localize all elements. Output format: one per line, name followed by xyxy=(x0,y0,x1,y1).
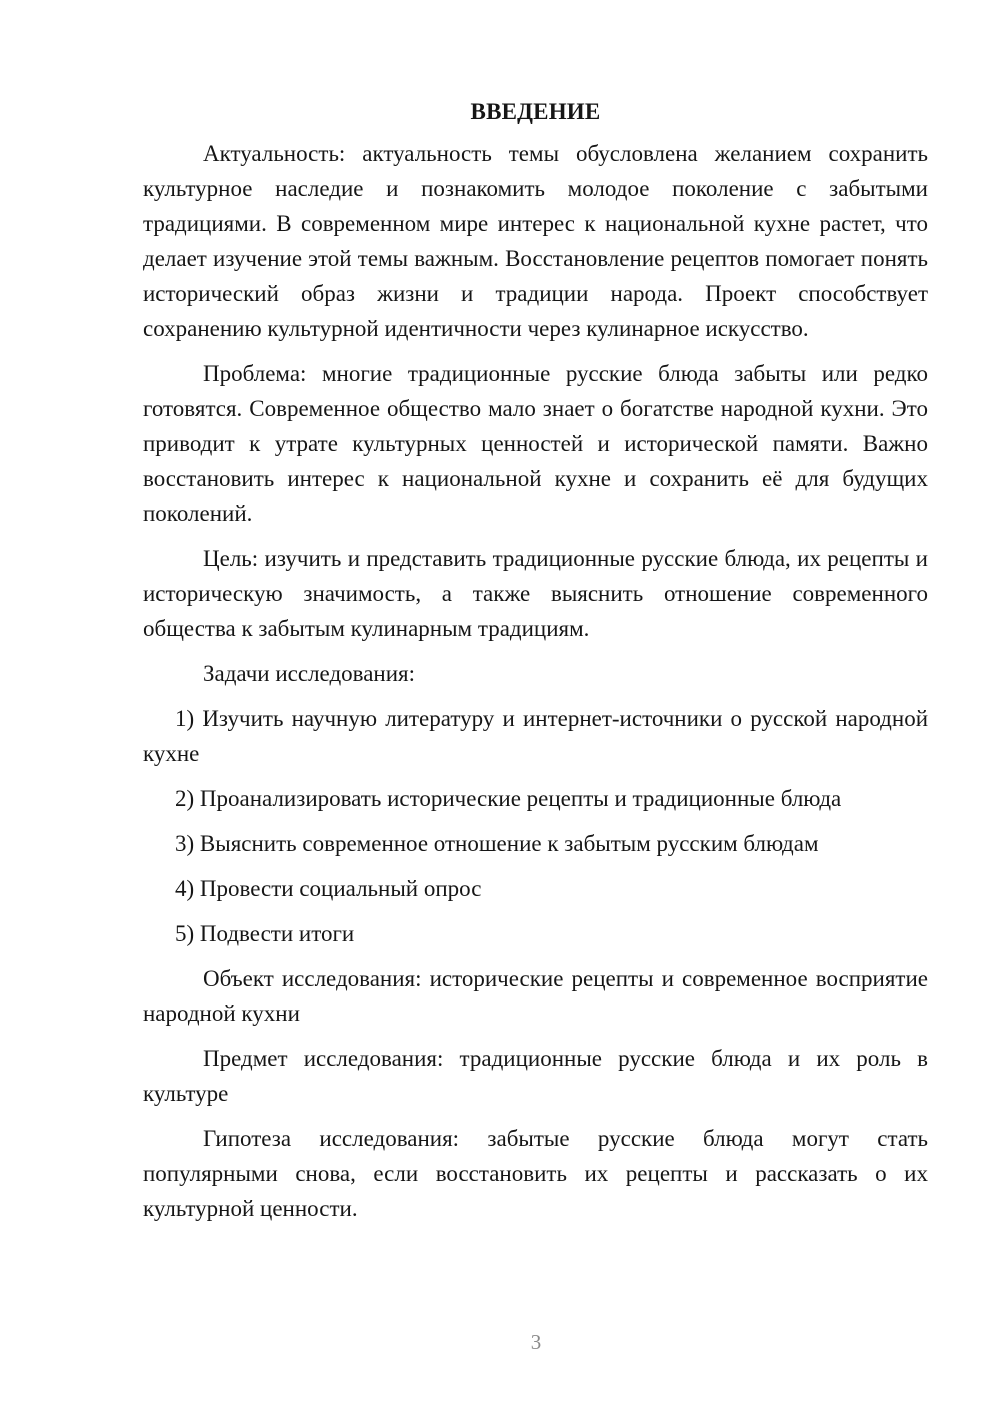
document-page xyxy=(143,95,928,1236)
task-item-4: 4) Провести социальный опрос xyxy=(175,876,482,901)
paragraph-hypothesis: Гипотеза исследования: забытые русские блюда могут стать популярными снова, если восстановить их рецепты и рассказать о их культурной ценности. xyxy=(143,1126,928,1221)
paragraph-relevance: Актуальность: актуальность темы обусловлена желанием сохранить культурное наследие и познакомить молодое поколение с забытыми традициями. В современном мире интерес к национальной кухне растет, что делает изучение этой темы важным. Восстановление рецептов помогает понять исторический образ жизни и традиции народа. Проект способствует сохранению культурной идентичности через кулинарное искусство. xyxy=(143,141,928,341)
section-title: ВВЕДЕНИЕ xyxy=(470,99,601,124)
paragraph-subject: Предмет исследования: традиционные русские блюда и их роль в культуре xyxy=(143,1046,928,1106)
paragraph-problem: Проблема: многие традиционные русские блюда забыты или редко готовятся. Современное общество мало знает о богатстве народной кухни. Это приводит к утрате культурных ценностей и исторической памяти. Важно восстановить интерес к национальной кухне и сохранить её для будущих поколений. xyxy=(143,361,928,526)
task-item-1: 1) Изучить научную литературу и интернет-источники о русской народной кухне xyxy=(143,706,928,766)
task-item-5: 5) Подвести итоги xyxy=(175,921,355,946)
paragraph-goal: Цель: изучить и представить традиционные русские блюда, их рецепты и историческую значимость, а также выяснить отношение современного общества к забытым кулинарным традициям. xyxy=(143,546,928,641)
paragraph-object: Объект исследования: исторические рецепты и современное восприятие народной кухни xyxy=(143,966,928,1026)
tasks-heading: Задачи исследования: xyxy=(203,661,416,686)
page-number: 3 xyxy=(530,1330,542,1354)
tasks-list xyxy=(143,701,928,951)
task-item-3: 3) Выяснить современное отношение к забытым русским блюдам xyxy=(175,831,819,856)
task-item-2: 2) Проанализировать исторические рецепты и традиционные блюда xyxy=(175,786,842,811)
